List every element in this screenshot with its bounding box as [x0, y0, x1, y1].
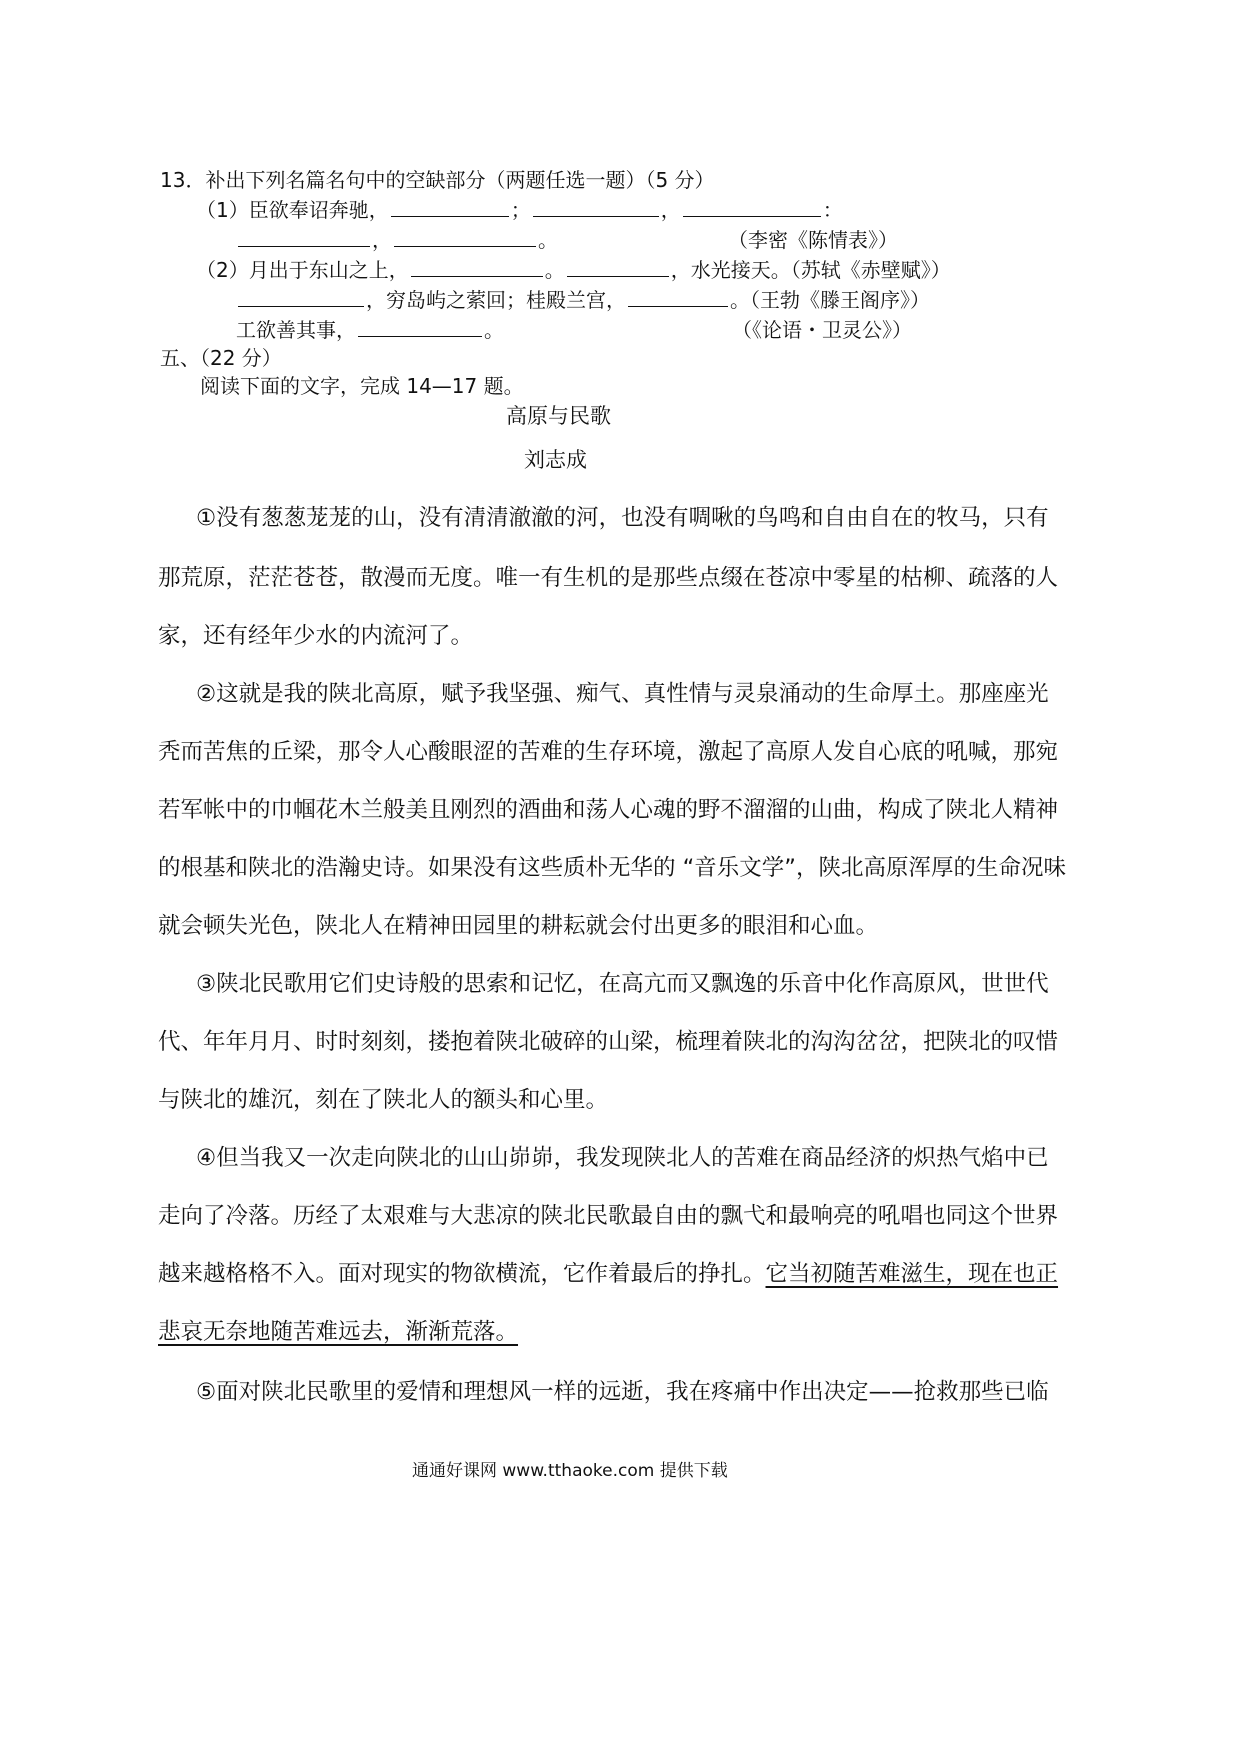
- essay-line: 若军帐中的巾帼花木兰般美且刚烈的酒曲和荡人心魂的野不溜溜的山曲，构成了陕北人精神: [158, 797, 1059, 823]
- q13-part2-tail: ，水光接天。（苏轼《赤壁赋》）: [670, 258, 951, 282]
- q13-part2-line2: [236, 286, 930, 314]
- essay-text: 越来越格格不入。面对现实的物欲横流，它作着最后的挣扎。: [158, 1261, 766, 1287]
- punctuation: ；: [510, 198, 531, 222]
- essay-line: 的根基和陕北的浩瀚史诗。如果没有这些质朴无华的 “音乐文学”，陕北高原浑厚的生命况味: [158, 855, 1066, 881]
- fill-blank[interactable]: [683, 198, 821, 217]
- q13-part2-line3: [236, 316, 504, 344]
- punctuation: 。: [544, 258, 565, 282]
- punctuation: ：: [822, 198, 843, 222]
- essay-line: 代、年年月月、时时刻刻，搂抱着陕北破碎的山梁，梳理着陕北的沟沟岔岔，把陕北的叹惜: [158, 1029, 1059, 1055]
- section5-instruction: 阅读下面的文字，完成 14—17 题。: [200, 374, 524, 398]
- underlined-sentence: 它当初随苦难滋生，现在也正: [765, 1261, 1059, 1287]
- fill-blank[interactable]: [628, 288, 728, 307]
- fill-blank[interactable]: [238, 228, 370, 247]
- fill-blank[interactable]: [567, 258, 669, 277]
- essay-line: 走向了冷落。历经了太艰难与大悲凉的陕北民歌最自由的飘弋和最响亮的吼唱也同这个世界: [158, 1203, 1059, 1229]
- q13-part2-line3-text: 工欲善其事，: [236, 318, 356, 342]
- q13-heading: 13．补出下列名篇名句中的空缺部分（两题任选一题）（5 分）: [160, 168, 715, 192]
- punctuation: 。: [538, 228, 558, 252]
- section5-heading: 五、（22 分）: [160, 346, 282, 370]
- essay-line: 就会顿失光色，陕北人在精神田园里的耕耘就会付出更多的眼泪和心血。: [158, 913, 879, 939]
- q13-part2-source3: （《论语・卫灵公》）: [732, 318, 912, 342]
- punctuation: 。: [484, 318, 504, 342]
- page-footer: 通通好课网 www.tthaoke.com 提供下载: [412, 1461, 728, 1481]
- q13-part1-line1: [196, 196, 843, 224]
- essay-line: ③陕北民歌用它们史诗般的思索和记忆，在高亢而又飘逸的乐音中化作高原风，世世代: [196, 971, 1049, 997]
- fill-blank[interactable]: [238, 288, 364, 307]
- essay-line: ②这就是我的陕北高原，赋予我坚强、痴气、真性情与灵泉涌动的生命厚土。那座座光: [196, 681, 1049, 707]
- q13-part2-tail2: 。（王勃《滕王阁序》）: [730, 288, 930, 312]
- underlined-sentence-cont: 悲哀无奈地随苦难远去，渐渐荒落。: [158, 1319, 519, 1345]
- fill-blank[interactable]: [394, 228, 536, 247]
- q13-part2-label: （2）月出于东山之上，: [196, 258, 409, 282]
- q13-part1-line2: [236, 226, 558, 254]
- q13-part1-label: （1）臣欲奉诏奔驰，: [196, 198, 389, 222]
- essay-line: 家，还有经年少水的内流河了。: [158, 623, 474, 649]
- essay-line: 秃而苦焦的丘梁，那令人心酸眼涩的苦难的生存环境，激起了高原人发自心底的吼喊，那宛: [158, 739, 1059, 765]
- essay-line: 那荒原，茫茫苍苍，散漫而无度。唯一有生机的是那些点缀在苍凉中零星的枯柳、疏落的人: [158, 565, 1059, 591]
- fill-blank[interactable]: [411, 258, 543, 277]
- essay-line: ①没有葱葱茏茏的山，没有清清澈澈的河，也没有啁啾的鸟鸣和自由自在的牧马，只有: [196, 505, 1049, 531]
- fill-blank[interactable]: [533, 198, 659, 217]
- essay-line: 与陕北的雄沉，刻在了陕北人的额头和心里。: [158, 1087, 609, 1113]
- essay-line-with-underline: [158, 1256, 1058, 1288]
- essay-title: 高原与民歌: [506, 404, 611, 428]
- q13-part2-line1: [196, 256, 951, 284]
- q13-part2-mid: ，穷岛屿之萦回；桂殿兰宫，: [366, 288, 626, 312]
- essay-author: 刘志成: [524, 448, 587, 472]
- essay-line: ⑤面对陕北民歌里的爱情和理想风一样的远逝，我在疼痛中作出决定——抢救那些已临: [196, 1379, 1049, 1405]
- fill-blank[interactable]: [391, 198, 509, 217]
- punctuation: ，: [372, 228, 392, 252]
- punctuation: ，: [660, 198, 681, 222]
- fill-blank[interactable]: [358, 318, 482, 337]
- essay-line: ④但当我又一次走向陕北的山山峁峁，我发现陕北人的苦难在商品经济的炽热气焰中已: [196, 1145, 1049, 1171]
- q13-part1-source: （李密《陈情表》）: [728, 228, 898, 252]
